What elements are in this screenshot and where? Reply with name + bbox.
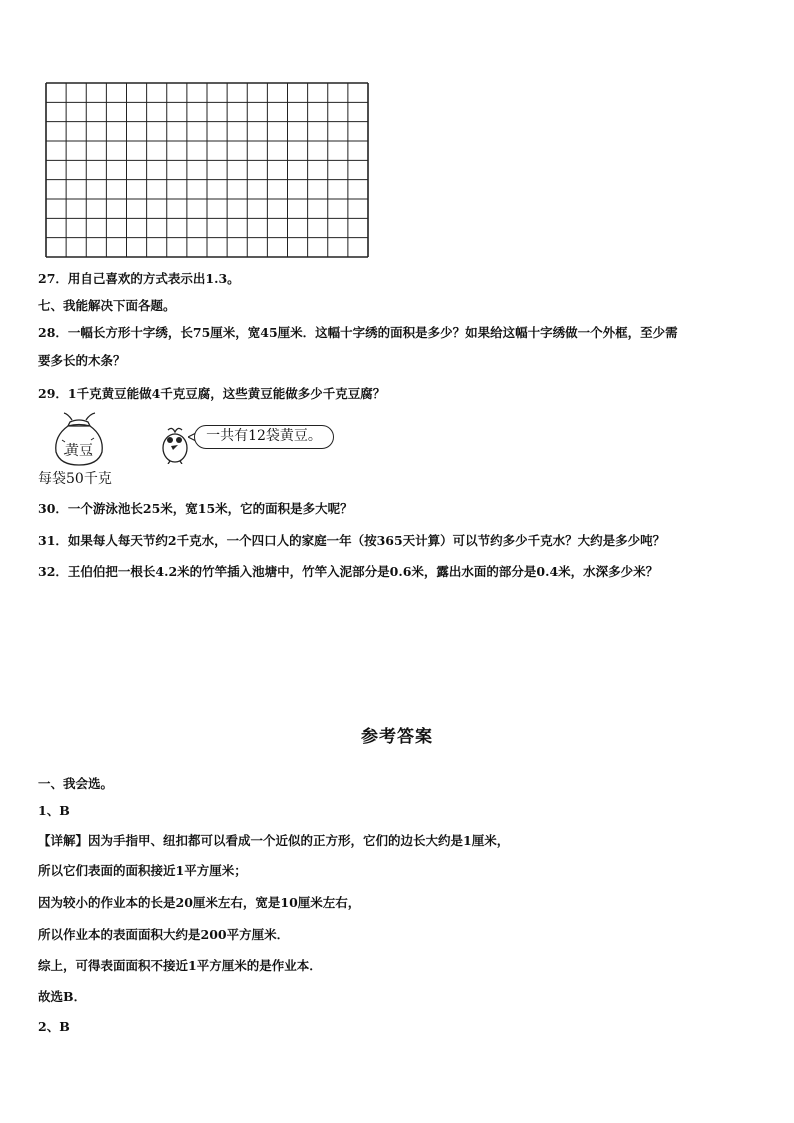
- speech-bubble: 一共有12袋黄豆。: [194, 425, 334, 449]
- soybean-figure: [38, 410, 322, 490]
- answer-1-detail-2: 所以它们表面的面积接近1平方厘米；: [38, 863, 247, 878]
- answer-1: 1、B: [38, 803, 70, 818]
- answers-section-1: 一、我会选。: [38, 776, 114, 791]
- answer-1-detail-4: 所以作业本的表面面积大约是200平方厘米．: [38, 927, 290, 942]
- section-7-heading: 七、我能解决下面各题。: [38, 298, 176, 313]
- question-29: 29．1千克黄豆能做4千克豆腐，这些黄豆能做多少千克豆腐？: [38, 386, 386, 401]
- answer-2: 2、B: [38, 1019, 70, 1034]
- question-30: 30．一个游泳池长25米，宽15米，它的面积是多大呢？: [38, 501, 353, 516]
- answers-title: 参考答案: [361, 727, 433, 747]
- question-28-line-2: 要多长的木条？: [38, 353, 126, 368]
- question-32: 32．王伯伯把一根长4.2米的竹竿插入池塘中，竹竿入泥部分是0.6米，露出水面的部分是0.4米，水深多少米？: [38, 564, 659, 579]
- question-28-line-1: 28．一幅长方形十字绣，长75厘米，宽45厘米．这幅十字绣的面积是多少？如果给这幅十字绣做一个外框，至少需: [38, 325, 678, 340]
- figure-caption: 每袋50千克: [38, 471, 112, 487]
- answer-1-detail-5: 综上，可得表面面积不接近1平方厘米的是作业本．: [38, 958, 322, 973]
- bird-icon: [158, 424, 192, 464]
- question-27: 27．用自己喜欢的方式表示出1.3。: [38, 271, 240, 286]
- answer-1-detail-3: 因为较小的作业本的长是20厘米左右，宽是10厘米左右，: [38, 895, 361, 910]
- square-grid: [45, 82, 369, 258]
- grid-lines: [45, 82, 369, 258]
- answer-1-detail-1: 【详解】因为手指甲、纽扣都可以看成一个近似的正方形，它们的边长大约是1厘米，: [38, 833, 510, 848]
- answer-1-detail-6: 故选B．: [38, 989, 87, 1004]
- sack-label: 黄豆: [65, 443, 93, 459]
- question-31: 31．如果每人每天节约2千克水，一个四口人的家庭一年（按365天计算）可以节约多少千克水？大约是多少吨？: [38, 533, 666, 548]
